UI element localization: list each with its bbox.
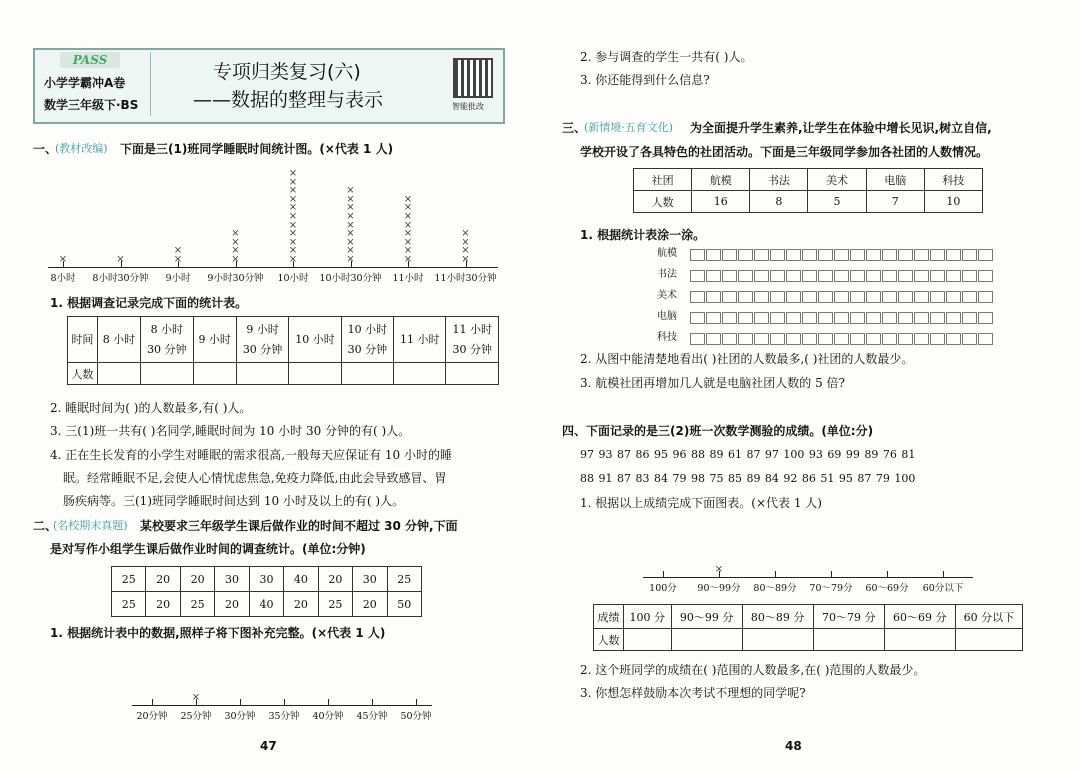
table-cell: 20 (146, 592, 180, 617)
grid-row-label: 科技 (657, 332, 677, 343)
grid-cell[interactable] (930, 312, 945, 324)
grid-cell[interactable] (914, 312, 929, 324)
tick-label: 11小时30分钟 (434, 273, 497, 284)
grid-cell[interactable] (738, 333, 753, 345)
table-cell: 25 (318, 592, 352, 617)
tick-label: 8小时 (50, 273, 76, 284)
cross-mark: × (288, 202, 298, 214)
grid-cell[interactable] (914, 270, 929, 282)
grid-cell[interactable] (786, 333, 801, 345)
grid-cell[interactable] (786, 249, 801, 261)
cross-mark: × (58, 254, 68, 265)
row-label-count: 人数 (68, 363, 98, 385)
q3-sub2: 2. 从图中能清楚地看出( )社团的人数最多,( )社团的人数最少。 (580, 352, 914, 366)
blank-cell[interactable] (813, 629, 884, 651)
grid-cell[interactable] (962, 312, 977, 324)
page-title: 专项归类复习(六) (213, 61, 361, 83)
tick-label: 20分钟 (136, 711, 168, 722)
table-cell: 20 (146, 567, 180, 592)
q1-sub4-line1: 4. 正在生长发育的小学生对睡眠的需求很高,一般每天应保证有 10 小时的睡 (50, 448, 452, 462)
grid-cell[interactable] (930, 333, 945, 345)
grid-cell[interactable] (978, 312, 993, 324)
grid-cell[interactable] (850, 312, 865, 324)
grid-cell[interactable] (706, 270, 721, 282)
grid-cell[interactable] (706, 312, 721, 324)
cross-mark: × (403, 228, 413, 240)
table-cell: 30 (215, 567, 249, 592)
series-name: 小学学霸冲A卷 (44, 76, 126, 90)
tick-label: 35分钟 (268, 711, 300, 722)
grid-cell[interactable] (882, 249, 897, 261)
grid-cell[interactable] (946, 249, 961, 261)
qr-label: 智能批改 (452, 102, 484, 111)
table-cell: 10 (924, 191, 982, 213)
table-cell: 8 (750, 191, 808, 213)
table-header-cell: 书法 (750, 169, 808, 191)
tick-label: 50分钟 (400, 711, 432, 722)
table-header-cell: 10 小时 (289, 317, 341, 363)
q3-sub1: 1. 根据统计表涂一涂。 (580, 228, 706, 242)
table-cell: 40 (249, 592, 283, 617)
q3-prompt-line1: 为全面提升学生素养,让学生在体验中增长见识,树立自信, (690, 121, 992, 135)
grid-cell[interactable] (898, 270, 913, 282)
blank-cell[interactable] (446, 363, 499, 385)
cross-mark: × (288, 211, 298, 222)
q3-sub3: 3. 航模社团再增加几人就是电脑社团人数的 5 倍? (580, 376, 845, 390)
grid-cell[interactable] (930, 291, 945, 303)
grid-cell[interactable] (834, 249, 849, 261)
grid-cell[interactable] (850, 333, 865, 345)
club-table (633, 168, 983, 213)
table-row (112, 567, 422, 592)
table-cell: 50 (387, 592, 422, 617)
cross-mark: × (288, 254, 298, 265)
book-name: 数学三年级下·BS (44, 98, 139, 112)
grid-cell[interactable] (962, 249, 977, 261)
homework-table (111, 566, 422, 617)
cross-mark: × (173, 245, 183, 257)
table-cell: 7 (866, 191, 924, 213)
grid-cell[interactable] (786, 270, 801, 282)
tick-label: 10小时30分钟 (319, 273, 382, 284)
cross-mark: × (346, 219, 355, 231)
q2-prompt-line2: 是对写作小组学生课后做作业时间的调查统计。(单位:分钟) (50, 542, 366, 556)
cross-mark: × (231, 254, 240, 265)
grid-cell[interactable] (882, 270, 897, 282)
grid-cell[interactable] (802, 249, 817, 261)
tick-label: 70～79分 (809, 583, 853, 594)
cross-mark: × (403, 236, 413, 248)
grid-cell[interactable] (754, 312, 769, 324)
tick-label: 9小时 (165, 273, 191, 284)
grid-cell[interactable] (866, 312, 881, 324)
cross-mark: × (288, 193, 298, 205)
grid-cell[interactable] (882, 333, 897, 345)
table-cell: 5 (808, 191, 866, 213)
grid-cell[interactable] (866, 249, 881, 261)
tick-label: 60分以下 (922, 583, 964, 594)
q2-tag: (名校期末真题) (53, 519, 128, 532)
grid-row-label: 美术 (657, 290, 677, 301)
grid-cell[interactable] (930, 270, 945, 282)
grid-cell[interactable] (802, 270, 817, 282)
grid-cell[interactable] (818, 270, 833, 282)
tick-label: 8小时30分钟 (92, 273, 149, 284)
tick-label: 60～69分 (865, 583, 909, 594)
grid-cell[interactable] (962, 270, 977, 282)
q1-sub4-line3: 肠疾病等。三(1)班同学睡眠时间达到 10 小时及以上的有( )人。 (63, 494, 405, 508)
grid-cell[interactable] (898, 249, 913, 261)
grid-cell[interactable] (706, 333, 721, 345)
grid-cell[interactable] (770, 249, 785, 261)
table-header-cell: 90～99 分 (671, 605, 742, 629)
grid-cell[interactable] (882, 312, 897, 324)
table-header-cell: 9 小时 (193, 317, 236, 363)
q4-title: 四、下面记录的是三(2)班一次数学测验的成绩。(单位:分) (562, 424, 874, 438)
q4-sub1: 1. 根据以上成绩完成下面图表。(×代表 1 人) (580, 496, 822, 510)
table-header-cell: 电脑 (866, 169, 924, 191)
tick-label: 30分钟 (224, 711, 256, 722)
table-cell: 25 (387, 567, 422, 592)
sleep-table (67, 316, 499, 385)
cross-mark: × (346, 202, 355, 214)
page-number-right: 48 (785, 739, 802, 753)
cross-mark: × (191, 692, 201, 703)
cross-mark: × (461, 254, 470, 265)
table-cell: 20 (284, 592, 318, 617)
blank-cell[interactable] (623, 629, 671, 651)
cross-mark: × (403, 219, 413, 231)
grid-cell[interactable] (978, 249, 993, 261)
cross-mark: × (231, 245, 240, 257)
cross-mark: × (403, 202, 413, 214)
table-cell: 25 (180, 592, 214, 617)
blank-cell[interactable] (955, 629, 1022, 651)
grid-cell[interactable] (914, 291, 929, 303)
tick-label: 80～89分 (753, 583, 797, 594)
grid-cell[interactable] (722, 291, 737, 303)
grid-cell[interactable] (722, 333, 737, 345)
grid-cell[interactable] (898, 291, 913, 303)
grid-cell[interactable] (946, 270, 961, 282)
scores-line1: 97 93 87 86 95 96 88 89 61 87 97 100 93 69 99 89 76 81 (580, 448, 916, 461)
grid-cell[interactable] (802, 291, 817, 303)
table-header-cell: 60 分以下 (955, 605, 1022, 629)
grid-cell[interactable] (754, 249, 769, 261)
grid-cell[interactable] (866, 333, 881, 345)
grid-cell[interactable] (818, 249, 833, 261)
grid-cell[interactable] (722, 249, 737, 261)
grid-cell[interactable] (962, 291, 977, 303)
table-header-cell: 时间 (68, 317, 98, 363)
grid-cell[interactable] (850, 249, 865, 261)
grid-cell[interactable] (770, 312, 785, 324)
table-cell: 16 (692, 191, 750, 213)
table-cell: 40 (284, 567, 318, 592)
grid-cell[interactable] (706, 249, 721, 261)
q3-prompt-line2: 学校开设了各具特色的社团活动。下面是三年级同学参加各社团的人数情况。 (580, 145, 989, 159)
grid-cell[interactable] (946, 291, 961, 303)
q1-sub1: 1. 根据调查记录完成下面的统计表。 (50, 296, 248, 310)
row-label: 人数 (634, 191, 692, 213)
grid-row[interactable] (690, 312, 994, 324)
grid-cell[interactable] (962, 333, 977, 345)
blank-cell[interactable] (141, 363, 193, 385)
table-header-cell: 11 小时 (394, 317, 446, 363)
tick-label: 9小时30分钟 (207, 273, 264, 284)
cross-mark: × (346, 236, 355, 248)
q1-tag: (教材改编) (55, 142, 108, 155)
grid-cell[interactable] (738, 312, 753, 324)
cross-mark: × (288, 228, 298, 240)
cross-mark: × (173, 254, 183, 265)
table-header-cell: 8 小时 30 分钟 (141, 317, 193, 363)
blank-cell[interactable] (394, 363, 446, 385)
blank-cell[interactable] (236, 363, 288, 385)
grid-cell[interactable] (690, 249, 705, 261)
grid-cell[interactable] (866, 291, 881, 303)
grid-cell[interactable] (834, 333, 849, 345)
grid-cell[interactable] (914, 333, 929, 345)
grid-cell[interactable] (690, 333, 705, 345)
grid-cell[interactable] (882, 291, 897, 303)
grid-row[interactable] (690, 270, 994, 282)
grid-cell[interactable] (850, 270, 865, 282)
tick-label: 45分钟 (356, 711, 388, 722)
tick-label: 11小时 (392, 273, 424, 284)
grid-cell[interactable] (738, 249, 753, 261)
q2-prompt-line1: 某校要求三年级学生课后做作业的时间不超过 30 分钟,下面 (140, 519, 458, 533)
blank-cell[interactable] (341, 363, 393, 385)
grid-cell[interactable] (706, 291, 721, 303)
table-header-cell: 100 分 (623, 605, 671, 629)
cross-mark: × (116, 254, 125, 265)
tick-label: 40分钟 (312, 711, 344, 722)
q4-sub2: 2. 这个班同学的成绩在( )范围的人数最多,在( )范围的人数最少。 (580, 663, 926, 677)
grid-cell[interactable] (802, 333, 817, 345)
grid-cell[interactable] (690, 270, 705, 282)
cross-mark: × (231, 228, 240, 240)
grid-cell[interactable] (786, 291, 801, 303)
grid-cell[interactable] (738, 270, 753, 282)
cross-mark: × (288, 168, 298, 179)
grid-cell[interactable] (834, 270, 849, 282)
grid-cell[interactable] (690, 291, 705, 303)
cross-mark: × (346, 185, 355, 197)
grid-cell[interactable] (898, 312, 913, 324)
grid-cell[interactable] (834, 291, 849, 303)
table-header-cell: 10 小时 30 分钟 (341, 317, 393, 363)
table-cell: 20 (318, 567, 352, 592)
grid-cell[interactable] (770, 291, 785, 303)
grid-cell[interactable] (930, 249, 945, 261)
q1-sub2: 2. 睡眠时间为( )的人数最多,有( )人。 (50, 401, 252, 415)
sleep-axis (48, 267, 498, 268)
grid-cell[interactable] (946, 312, 961, 324)
q3-number: 三、 (562, 121, 587, 135)
q2-sub2: 2. 参与调查的学生一共有( )人。 (580, 50, 753, 64)
q1-number: 一、 (33, 142, 58, 156)
table-cell: 30 (249, 567, 283, 592)
grid-cell[interactable] (738, 291, 753, 303)
tick-label: 10小时 (277, 273, 309, 284)
blank-cell[interactable] (289, 363, 341, 385)
cross-mark: × (461, 228, 470, 240)
cross-mark: × (288, 176, 298, 188)
grid-row[interactable] (690, 249, 994, 261)
grid-cell[interactable] (818, 333, 833, 345)
table-header-cell: 11 小时 30 分钟 (446, 317, 499, 363)
cross-mark: × (231, 236, 240, 248)
table-header-cell: 社团 (634, 169, 692, 191)
grid-row-label: 书法 (657, 269, 677, 280)
grid-row[interactable] (690, 333, 994, 345)
table-header-cell: 80～89 分 (742, 605, 813, 629)
grid-cell[interactable] (722, 312, 737, 324)
table-row (112, 592, 422, 617)
table-header-cell: 航模 (692, 169, 750, 191)
blank-cell[interactable] (884, 629, 955, 651)
grid-cell[interactable] (690, 312, 705, 324)
table-header-cell: 9 小时 30 分钟 (236, 317, 288, 363)
cross-mark: × (403, 254, 413, 265)
grid-cell[interactable] (802, 312, 817, 324)
blank-cell[interactable] (671, 629, 742, 651)
cross-mark: × (288, 185, 298, 197)
tick-label: 25分钟 (180, 711, 212, 722)
table-header-cell: 科技 (924, 169, 982, 191)
cross-mark: × (461, 245, 470, 257)
grid-cell[interactable] (850, 291, 865, 303)
grid-cell[interactable] (754, 333, 769, 345)
grid-row-label: 航模 (657, 248, 677, 259)
cross-mark: × (346, 228, 355, 240)
cross-mark: × (461, 236, 470, 248)
grid-row-label: 电脑 (657, 311, 677, 322)
cross-mark: × (288, 219, 298, 231)
table-header-cell: 70～79 分 (813, 605, 884, 629)
cross-mark: × (346, 254, 355, 265)
cross-mark: × (346, 193, 355, 205)
q2-sub1: 1. 根据统计表中的数据,照样子将下图补充完整。(×代表 1 人) (50, 626, 386, 640)
scores-line2: 88 91 87 83 84 79 98 75 85 89 84 92 86 51 95 87 79 100 (580, 472, 916, 485)
table-cell: 30 (353, 567, 387, 592)
q1-prompt: 下面是三(1)班同学睡眠时间统计图。(×代表 1 人) (120, 142, 394, 156)
grid-row[interactable] (690, 291, 994, 303)
table-header-cell: 8 小时 (97, 317, 140, 363)
blank-cell[interactable] (97, 363, 140, 385)
cross-mark: × (714, 564, 724, 575)
grid-cell[interactable] (818, 312, 833, 324)
q1-sub4-line2: 眠。经常睡眠不足,会使人心情忧虑焦急,免疫力降低,由此会导致感冒、胃 (63, 471, 447, 485)
pass-logo: PASS (60, 52, 120, 68)
grid-cell[interactable] (786, 312, 801, 324)
table-cell: 20 (353, 592, 387, 617)
table-cell: 20 (215, 592, 249, 617)
q3-tag: (新情境·五育文化) (584, 121, 674, 134)
grid-cell[interactable] (866, 270, 881, 282)
grid-cell[interactable] (754, 270, 769, 282)
q1-sub3: 3. 三(1)班一共有( )名同学,睡眠时间为 10 小时 30 分钟的有( )人。 (50, 424, 411, 438)
grid-cell[interactable] (770, 333, 785, 345)
table-header-cell: 成绩 (594, 605, 624, 629)
cross-mark: × (346, 245, 355, 257)
cross-mark: × (403, 193, 413, 205)
right-page (540, 0, 1080, 772)
blank-cell[interactable] (193, 363, 236, 385)
grid-cell[interactable] (946, 333, 961, 345)
grid-cell[interactable] (834, 312, 849, 324)
table-cell: 25 (112, 592, 146, 617)
cross-mark: × (346, 211, 355, 222)
table-header-cell: 美术 (808, 169, 866, 191)
q2-sub3: 3. 你还能得到什么信息? (580, 73, 710, 87)
cross-mark: × (288, 245, 298, 257)
grid-cell[interactable] (754, 291, 769, 303)
grid-cell[interactable] (818, 291, 833, 303)
table-header-cell: 60～69 分 (884, 605, 955, 629)
grid-cell[interactable] (898, 333, 913, 345)
cross-mark: × (403, 211, 413, 222)
score-axis (643, 577, 973, 578)
table-cell: 20 (180, 567, 214, 592)
tick-label: 90～99分 (697, 583, 741, 594)
score-table (593, 604, 1023, 651)
q2-number: 二、 (33, 519, 58, 533)
cross-mark: × (288, 236, 298, 248)
grid-cell[interactable] (978, 270, 993, 282)
sleep-dot-plot (0, 0, 540, 300)
page-number-left: 47 (260, 739, 277, 753)
table-cell: 25 (112, 567, 146, 592)
cross-mark: × (403, 245, 413, 257)
q4-sub3: 3. 你想怎样鼓励本次考试不理想的同学呢? (580, 686, 806, 700)
grid-cell[interactable] (770, 270, 785, 282)
grid-cell[interactable] (978, 333, 993, 345)
grid-cell[interactable] (722, 270, 737, 282)
blank-cell[interactable] (742, 629, 813, 651)
homework-axis (132, 705, 432, 706)
grid-cell[interactable] (978, 291, 993, 303)
row-label: 人数 (594, 629, 624, 651)
grid-cell[interactable] (914, 249, 929, 261)
page-subtitle: ——数据的整理与表示 (193, 89, 384, 111)
tick-label: 100分 (649, 583, 677, 594)
